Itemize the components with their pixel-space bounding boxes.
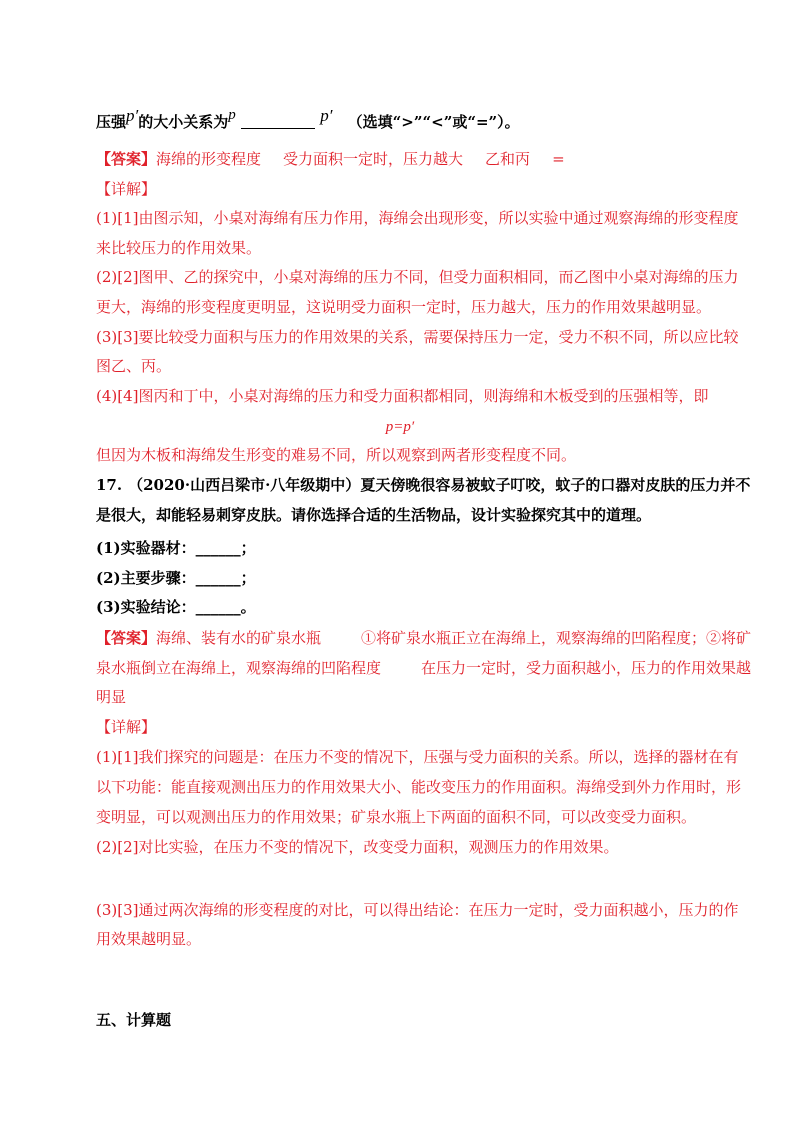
- a16-detail-tag: 【详解】: [96, 180, 157, 198]
- q17-sub1: (1)实验器材：______；: [96, 539, 256, 557]
- q16-p-prime: p′: [126, 106, 139, 125]
- q16-mid: 的大小关系为: [138, 113, 229, 131]
- a17-answer-line2: [96, 657, 751, 679]
- q16-blank: [241, 114, 315, 129]
- a17-d1c: 变明显，可以观测出压力的作用效果；矿泉水瓶上下两面的面积不同，可以改变受力面积。: [96, 808, 697, 826]
- a17-d1b: 以下功能：能直接观测出压力的作用效果大小、能改变压力的作用面积。海绵受到外力作用时，形: [96, 778, 742, 796]
- q16-prefix: 压强: [96, 113, 127, 131]
- a17-d2: (2)[2]对比实验，在压力不变的情况下，改变受力面积，观测压力的作用效果。: [96, 838, 619, 856]
- a16-d3b: 图乙、丙。: [96, 357, 172, 375]
- a17-detail-tag: 【详解】: [96, 718, 157, 736]
- a17-answer-line3: 明显: [96, 688, 127, 706]
- a16-equation: p=p′: [385, 419, 415, 435]
- q17-source: （2020·山西吕梁市·八年级期中）: [128, 476, 361, 494]
- q16-p: p: [228, 107, 236, 123]
- a17-answer-line1: [96, 627, 751, 649]
- a17-ans2a: ①将矿泉水瓶正立在海绵上，观察海绵的凹陷程度；②将矿: [361, 629, 752, 647]
- answer-tag: 【答案】: [96, 629, 157, 647]
- a17-d3a: (3)[3]通过两次海绵的形变程度的对比，可以得出结论：在压力一定时，受力面积越小，压力的作: [96, 901, 739, 919]
- a17-ans1: 海绵、装有水的矿泉水瓶: [156, 629, 322, 647]
- a16-d4a: (4)[4]图丙和丁中，小桌对海绵的压力和受力面积都相同，则海绵和木板受到的压强相等，即: [96, 387, 709, 405]
- q17-number: 17.: [96, 476, 123, 494]
- q16-suffix: （选填“>”“<”或“=”）。: [347, 113, 520, 131]
- section-title: 五、计算题: [96, 1011, 172, 1029]
- q17-sub2: (2)主要步骤：______；: [96, 569, 256, 587]
- a16-d4b: 但因为木板和海绵发生形变的难易不同，所以观察到两者形变程度不同。: [96, 446, 577, 464]
- a17-ans3a: 在压力一定时，受力面积越小，压力的作用效果越: [421, 659, 752, 677]
- a17-d3b: 用效果越明显。: [96, 930, 202, 948]
- a16-ans1: 海绵的形变程度: [156, 150, 262, 168]
- a16-d2a: (2)[2]图甲、乙的探究中，小桌对海绵的压力不同，但受力面积相同，而乙图中小桌对海绵的压力: [96, 268, 739, 286]
- a17-d1a: (1)[1]我们探究的问题是：在压力不变的情况下，压强与受力面积的关系。所以，选择的器材在有: [96, 748, 739, 766]
- q16-line: [96, 104, 520, 133]
- q17-stem-line1: [96, 474, 750, 496]
- q17-stem-line2: 是很大，却能轻易刺穿皮肤。请你选择合适的生活物品，设计实验探究其中的道理。: [96, 506, 652, 524]
- a17-ans2b: 泉水瓶倒立在海绵上，观察海绵的凹陷程度: [96, 659, 382, 677]
- a16-ans2: 受力面积一定时，压力越大: [283, 150, 464, 168]
- q17-sub3: (3)实验结论：______。: [96, 598, 256, 616]
- a16-d2b: 更大，海绵的形变程度更明显，这说明受力面积一定时，压力越大，压力的作用效果越明显。: [96, 298, 712, 316]
- a16-answer-line: [96, 148, 565, 170]
- answer-tag: 【答案】: [96, 150, 157, 168]
- a16-d1b: 来比较压力的作用效果。: [96, 239, 262, 257]
- q16-p-prime-2: p′: [320, 106, 333, 125]
- q17-stem-a: 夏天傍晚很容易被蚊子叮咬，蚊子的口器对皮肤的压力并不: [360, 476, 751, 494]
- a16-d3a: (3)[3]要比较受力面积与压力的作用效果的关系，需要保持压力一定，受力不积不同，所以应比较: [96, 328, 739, 346]
- a16-d1a: (1)[1]由图示知，小桌对海绵有压力作用，海绵会出现形变，所以实验中通过观察海绵的形变程度: [96, 209, 739, 227]
- a16-ans3: 乙和丙: [485, 150, 531, 168]
- a16-ans4: =: [552, 150, 565, 168]
